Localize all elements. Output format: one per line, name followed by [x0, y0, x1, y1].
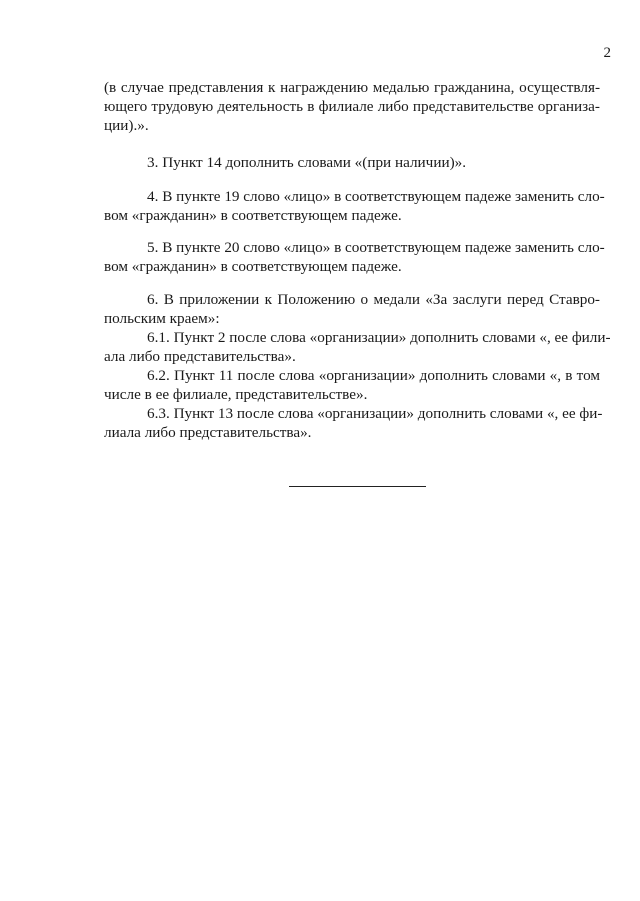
text-line: польским краем»: [104, 310, 220, 327]
text-line: вом «гражданин» в соответствующем падеже. [104, 258, 402, 275]
subitem-6-3: 6.3. Пункт 13 после слова «организации» дополнить словами «, ее фи- [147, 405, 603, 422]
text-line: числе в ее филиале, представительстве». [104, 386, 368, 403]
closing-rule [289, 486, 426, 487]
paragraph-item-4: 4. В пункте 19 слово «лицо» в соответствующем падеже заменить сло- [147, 188, 605, 205]
paragraph-item-3: 3. Пункт 14 дополнить словами «(при наличии)». [147, 154, 467, 171]
text-line: ала либо представительства». [104, 348, 296, 365]
text-line: ции).». [104, 117, 149, 134]
text-line: вом «гражданин» в соответствующем падеже. [104, 207, 402, 224]
paragraph-item-6: 6. В приложении к Положению о медали «За заслуги перед Ставро- [147, 291, 600, 308]
text-line: лиала либо представительства». [104, 424, 312, 441]
subitem-6-2: 6.2. Пункт 11 после слова «организации» дополнить словами «, в том [147, 367, 600, 384]
page-number: 2 [603, 45, 611, 61]
paragraph-item-5: 5. В пункте 20 слово «лицо» в соответствующем падеже заменить сло- [147, 239, 605, 256]
text-line: ющего трудовую деятельность в филиале либо представительстве организа- [104, 98, 600, 115]
text-line: (в случае представления к награждению медалью гражданина, осуществля- [104, 79, 600, 96]
subitem-6-1: 6.1. Пункт 2 после слова «организации» дополнить словами «, ее фили- [147, 329, 611, 346]
